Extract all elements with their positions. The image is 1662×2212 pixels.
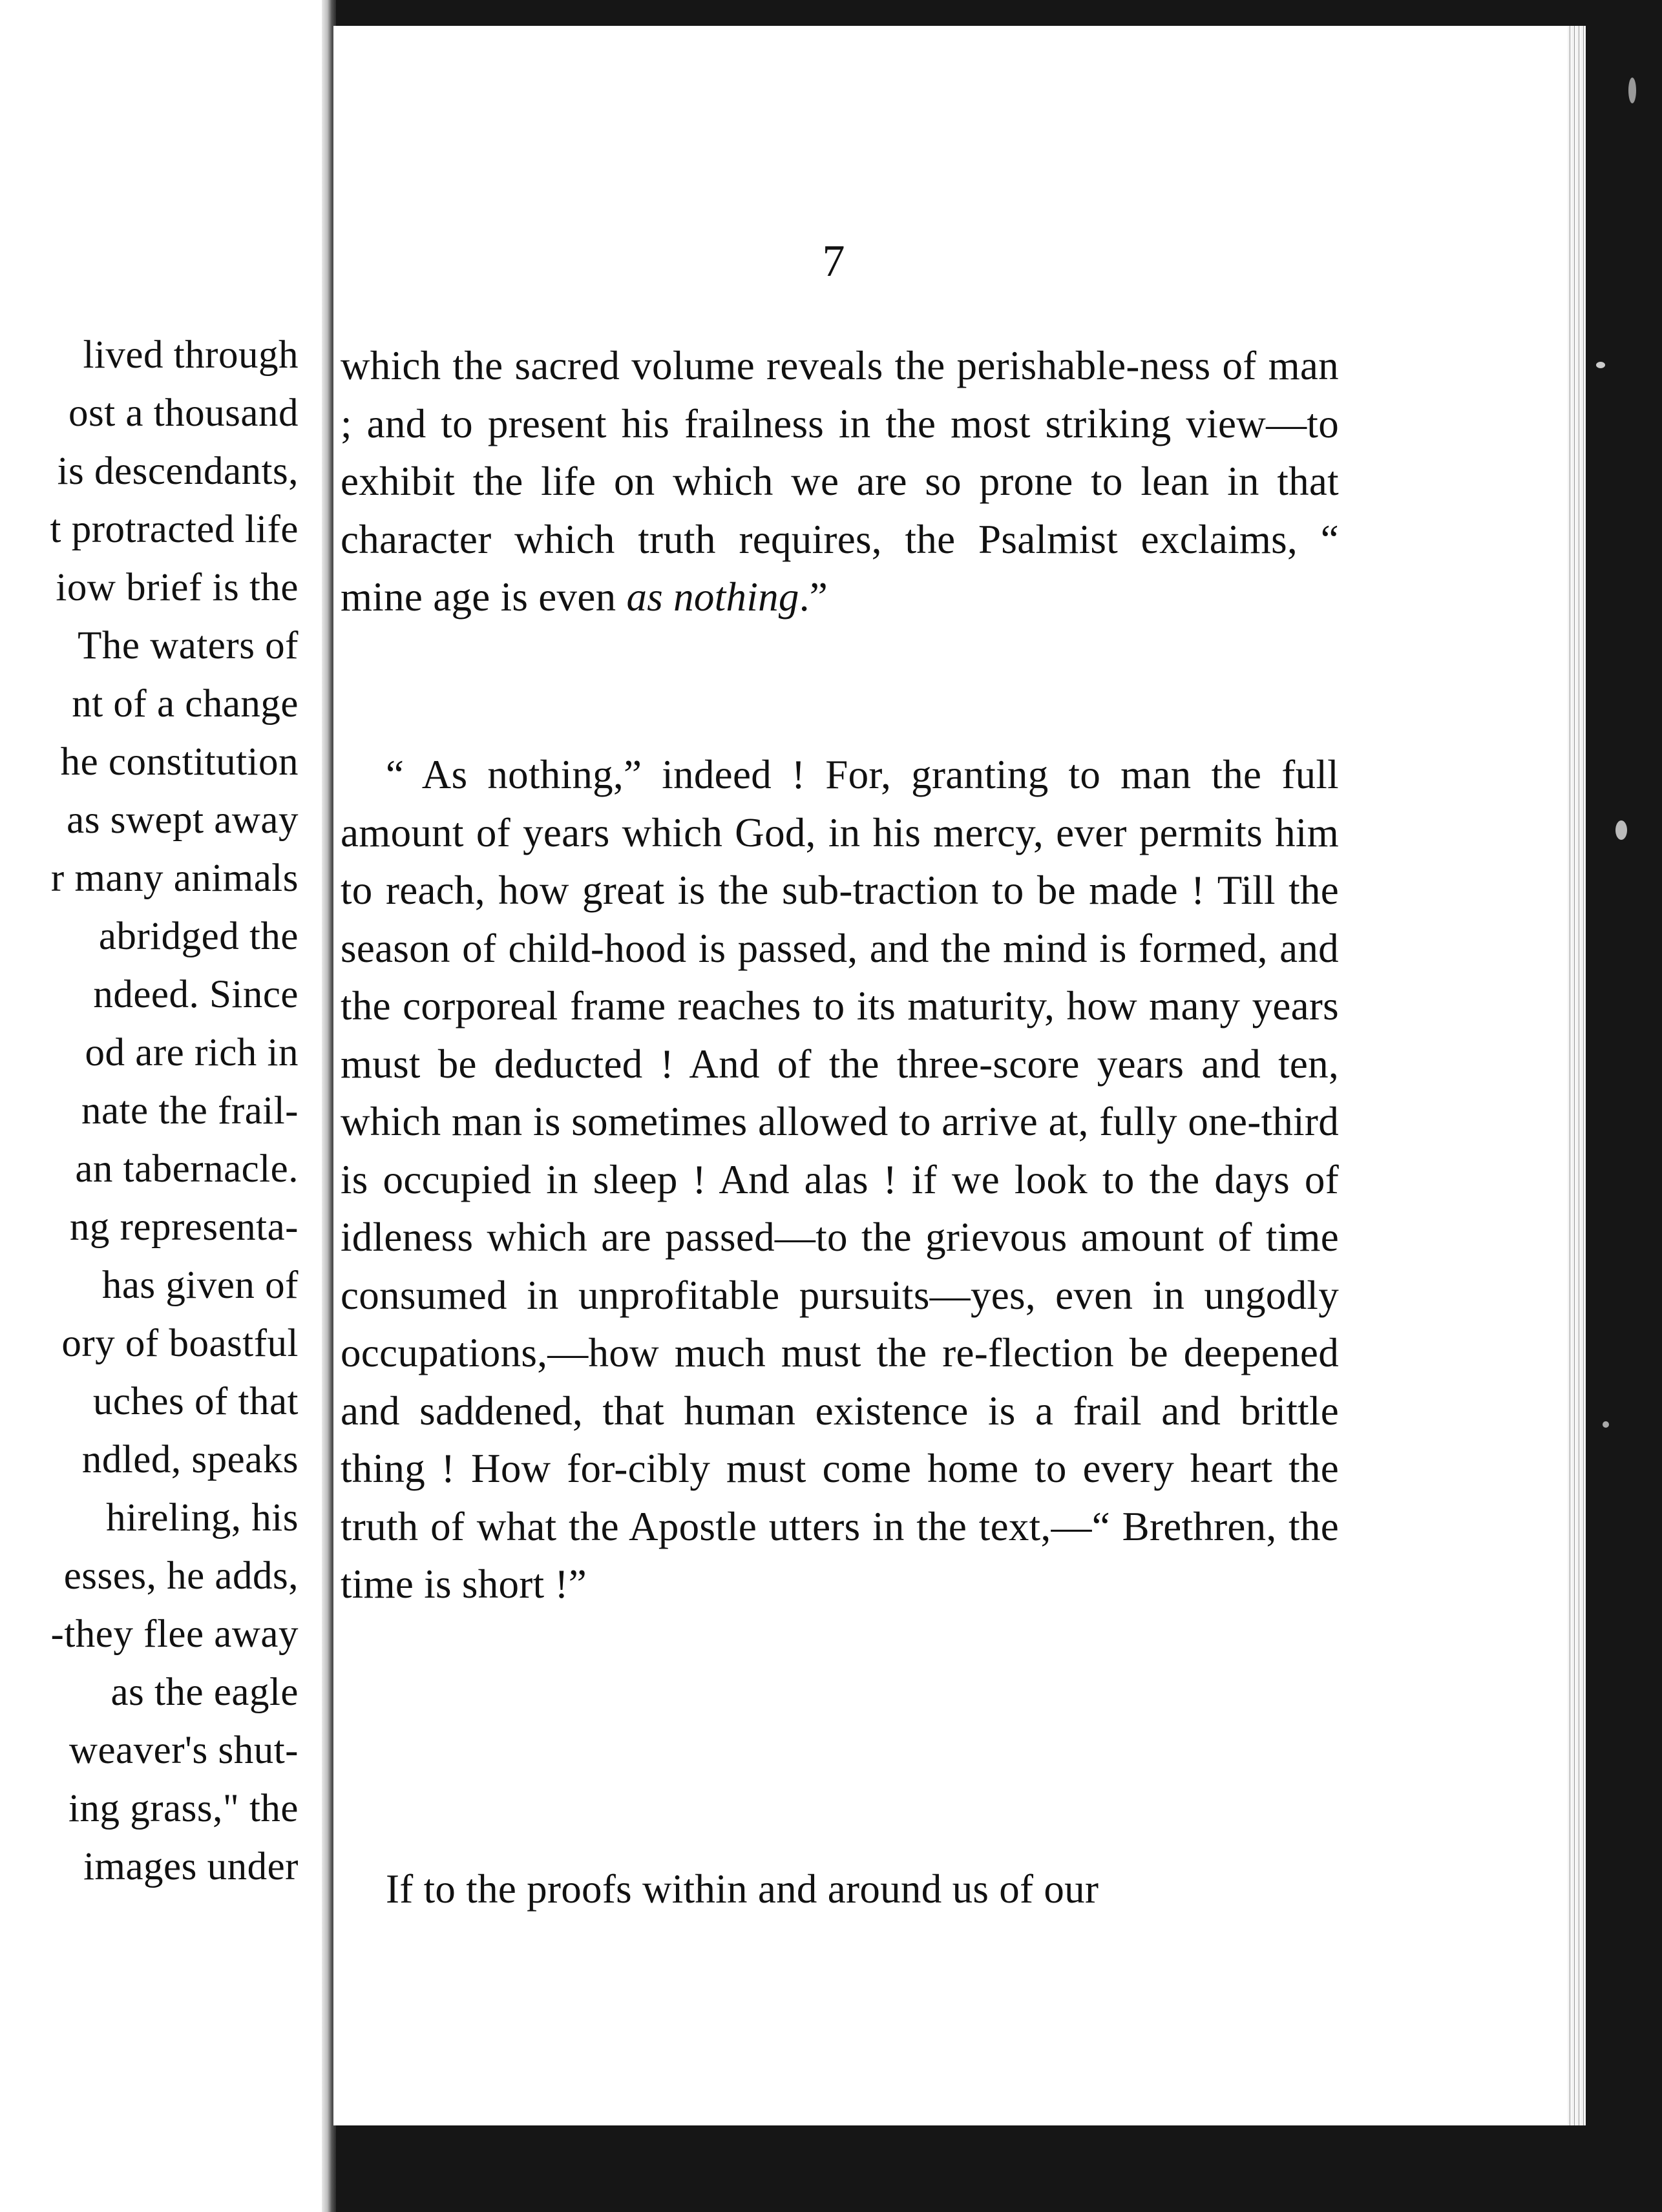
left-line: as the eagle bbox=[110, 1671, 299, 1714]
left-line: -they flee away bbox=[50, 1612, 299, 1656]
left-line: as swept away bbox=[67, 798, 299, 842]
left-line: t protracted life bbox=[50, 508, 299, 551]
left-line: hireling, his bbox=[106, 1496, 299, 1539]
left-line: lived through bbox=[83, 333, 299, 377]
left-line: ndeed. Since bbox=[93, 973, 299, 1016]
left-line: is descendants, bbox=[57, 450, 299, 493]
paragraph-text: .” bbox=[799, 574, 828, 620]
scan-speck bbox=[1615, 820, 1627, 840]
left-line: nt of a change bbox=[72, 682, 299, 725]
left-line: ory of boastful bbox=[61, 1322, 299, 1365]
scan-speck bbox=[1628, 78, 1636, 103]
scan-speck bbox=[1596, 362, 1605, 368]
left-line: ost a thousand bbox=[68, 391, 299, 435]
left-line: weaver's shut- bbox=[68, 1729, 299, 1772]
left-line: esses, he adds, bbox=[63, 1554, 299, 1598]
left-line: ndled, speaks bbox=[81, 1438, 299, 1481]
left-line: od are rich in bbox=[85, 1031, 299, 1074]
paragraph bbox=[341, 1861, 1339, 1919]
paragraph-text: “ As nothing,” indeed ! For, granting to man the full amount of years which God, in his mercy, ever permits him to reach, how great is the sub-traction to be made ! Till the season of child-hood is passed, and the mind is formed, and the corporeal frame reaches to its maturity, how many years must be deducted ! And of the three-score years and ten, which man is sometimes allowed to arrive at, fully one-third is occupied in sleep ! And alas ! if we look to the days of idleness which are passed—to the grievous amount of time consumed in unprofitable pursuits—yes, even in ungodly occupations,—how much must the re-flection be deepened and saddened, that human existence is a frail and brittle thing ! How for-cibly must come home to every heart the truth of what the Apostle utters in the text,—“ Brethren, the time is short !” bbox=[341, 752, 1339, 1607]
page-number: 7 bbox=[822, 236, 845, 286]
left-line: he constitution bbox=[60, 740, 299, 784]
paragraph-text: which the sacred volume reveals the perishable-ness of man ; and to present his frailness in the most striking view—to exhibit the life on which we are so prone to lean in that character which truth requires, the Psalmist exclaims, “ mine age is even bbox=[341, 343, 1339, 620]
left-line: r many animals bbox=[50, 857, 299, 900]
paragraph bbox=[341, 337, 1339, 627]
paragraph-text: If to the proofs within and around us of our bbox=[386, 1866, 1099, 1912]
left-line: abridged the bbox=[98, 915, 299, 958]
left-line: The waters of bbox=[78, 624, 299, 667]
left-line: iow brief is the bbox=[56, 566, 299, 609]
left-line: an tabernacle. bbox=[75, 1147, 299, 1191]
emphasis-text: as nothing bbox=[626, 574, 799, 620]
paragraph bbox=[341, 746, 1339, 1614]
scan-speck bbox=[1603, 1421, 1609, 1428]
left-line: uches of that bbox=[92, 1380, 299, 1423]
left-line: ng representa- bbox=[69, 1205, 299, 1249]
page-edge bbox=[1568, 26, 1586, 2125]
left-line: ing grass," the bbox=[68, 1787, 299, 1830]
left-line: images under bbox=[83, 1845, 299, 1888]
left-page bbox=[0, 0, 327, 2212]
left-line: has given of bbox=[101, 1264, 299, 1307]
left-line: nate the frail- bbox=[81, 1089, 299, 1132]
